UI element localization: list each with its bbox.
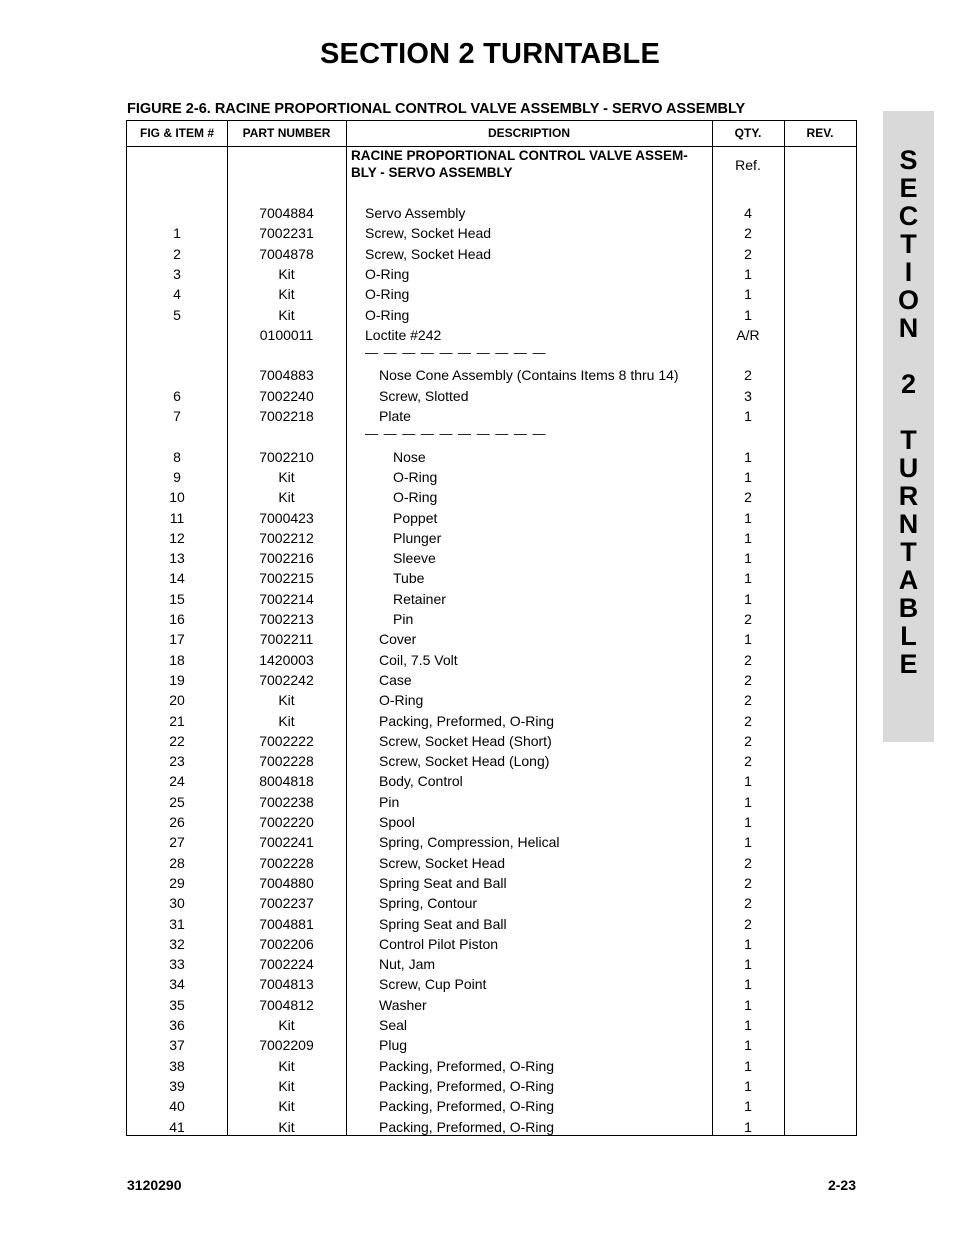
part-number-cell: 7002215 <box>259 570 314 587</box>
part-number-cell: 7002211 <box>259 631 314 648</box>
qty-cell: 1 <box>744 793 752 810</box>
side-tab-letter: I <box>904 257 913 287</box>
fig-item-cell: 5 <box>173 306 181 323</box>
qty-cell: 1 <box>744 1098 752 1115</box>
qty-cell: 4 <box>744 205 752 221</box>
part-number-cell: 7002228 <box>259 753 314 770</box>
fig-item-cell: 37 <box>169 1037 185 1054</box>
description-cell: Screw, Slotted <box>379 387 469 404</box>
description-cell: Plunger <box>393 529 442 546</box>
qty-cell: 2 <box>744 895 752 912</box>
side-tab-letter: N <box>898 313 919 343</box>
part-number-cell: 7002214 <box>259 590 314 607</box>
table-row <box>127 914 856 934</box>
part-number-cell: 8004818 <box>259 773 314 790</box>
header-qty: QTY. <box>734 126 762 140</box>
table-row <box>127 589 856 609</box>
qty-cell: 1 <box>744 834 752 851</box>
fig-item-cell: 13 <box>169 550 185 567</box>
description-cell: Sleeve <box>393 550 436 567</box>
part-number-cell: 7002231 <box>259 225 314 242</box>
fig-item-cell: 21 <box>169 712 185 729</box>
part-number-cell: Kit <box>278 1118 295 1135</box>
table-row <box>127 305 856 325</box>
description-cell: Body, Control <box>379 773 463 790</box>
qty-cell: 1 <box>744 1077 752 1094</box>
side-tab-letter: R <box>898 481 919 511</box>
qty-cell: 2 <box>744 854 752 871</box>
table-row <box>127 386 856 406</box>
part-number-cell: 7002216 <box>259 550 314 567</box>
side-tab-letter: T <box>900 537 917 567</box>
table-row <box>127 893 856 913</box>
description-cell: O-Ring <box>365 265 410 282</box>
table-row <box>127 629 856 649</box>
qty-cell: 1 <box>744 509 752 526</box>
description-cell: Packing, Preformed, O-Ring <box>379 1077 555 1094</box>
description-cell: Screw, Cup Point <box>379 976 487 993</box>
table-row <box>127 690 856 710</box>
fig-item-cell: 30 <box>169 895 185 912</box>
table-row <box>127 365 856 385</box>
header-description: DESCRIPTION <box>487 126 570 140</box>
table-row <box>127 995 856 1015</box>
qty-cell: A/R <box>736 326 760 343</box>
part-number-cell: Kit <box>278 468 295 485</box>
qty-cell: 2 <box>744 651 752 668</box>
part-number-cell: Kit <box>278 265 295 282</box>
table-row <box>127 934 856 954</box>
fig-item-cell: 15 <box>169 590 185 607</box>
description-cell: Loctite #242 <box>365 326 442 343</box>
description-cell: Pin <box>393 611 414 627</box>
table-row <box>127 203 856 223</box>
part-number-cell: 1420003 <box>259 651 314 668</box>
qty-cell: 2 <box>744 692 752 709</box>
qty-cell: 2 <box>744 712 752 729</box>
fig-item-cell: 38 <box>169 1057 185 1074</box>
table-row <box>127 244 856 264</box>
qty-cell: 2 <box>744 489 752 506</box>
side-tab-letter: C <box>898 201 919 231</box>
fig-item-cell: 20 <box>169 692 185 709</box>
part-number-cell: 7002222 <box>259 732 314 749</box>
fig-item-cell: 33 <box>169 956 185 973</box>
table-row <box>127 792 856 812</box>
table-row <box>127 284 856 304</box>
qty-cell: 1 <box>744 448 752 465</box>
description-cell: Plug <box>379 1037 408 1054</box>
side-tab-letter: T <box>900 229 917 259</box>
part-number-cell: 7002209 <box>259 1037 314 1054</box>
side-tab-letter: A <box>898 565 919 595</box>
table-row <box>127 609 856 629</box>
qty-cell: 1 <box>744 976 752 993</box>
description-cell: Spring, Compression, Helical <box>379 834 560 851</box>
table-row <box>127 853 856 873</box>
fig-item-cell: 12 <box>169 529 185 546</box>
fig-item-cell: 2 <box>173 245 181 262</box>
description-cell: Pin <box>379 793 400 810</box>
qty-cell: 1 <box>744 468 752 485</box>
qty-cell: 1 <box>744 306 752 323</box>
description-cell: Packing, Preformed, O-Ring <box>379 1118 555 1135</box>
table-row <box>127 325 856 345</box>
qty-cell: 1 <box>744 408 752 424</box>
table-row <box>127 873 856 893</box>
qty-cell: 1 <box>744 1057 752 1074</box>
table-row <box>127 751 856 771</box>
part-number-cell: Kit <box>278 1098 295 1115</box>
part-number-cell: 7004812 <box>259 996 314 1013</box>
description-cell: Screw, Socket Head (Short) <box>379 732 552 749</box>
fig-item-cell: 22 <box>169 732 185 749</box>
description-cell: Packing, Preformed, O-Ring <box>379 1057 555 1074</box>
side-tab-letter: B <box>898 593 919 623</box>
part-number-cell: Kit <box>278 306 295 323</box>
table-row <box>127 548 856 568</box>
table-row <box>127 771 856 791</box>
description-cell: Poppet <box>393 509 438 526</box>
part-number-cell: Kit <box>278 286 295 303</box>
table-row <box>127 264 856 284</box>
fig-item-cell: 16 <box>169 611 185 627</box>
side-tab-letter: E <box>899 649 918 679</box>
figure-title: FIGURE 2-6. RACINE PROPORTIONAL CONTROL VALVE ASSEMBLY - SERVO ASSEMBLY <box>127 101 746 117</box>
description-cell: O-Ring <box>365 286 410 303</box>
description-cell: Washer <box>379 996 427 1013</box>
table-row <box>127 670 856 690</box>
table-row <box>127 568 856 588</box>
side-tab-letter: L <box>900 621 917 651</box>
fig-item-cell: 10 <box>169 489 185 506</box>
table-row <box>127 508 856 528</box>
qty-cell: 1 <box>744 1118 752 1135</box>
fig-item-cell: 6 <box>173 387 181 404</box>
group-description: RACINE PROPORTIONAL CONTROL VALVE ASSEM- BLY - SERVO ASSEMBLY <box>351 148 688 180</box>
part-number-cell: Kit <box>278 1077 295 1094</box>
fig-item-cell: 18 <box>169 651 185 668</box>
qty-cell: 1 <box>744 550 752 567</box>
table-row <box>127 731 856 751</box>
part-number-cell: 7002228 <box>259 854 314 871</box>
description-cell: O-Ring <box>393 489 438 506</box>
fig-item-cell: 39 <box>169 1077 185 1094</box>
description-cell: Cover <box>379 631 417 648</box>
side-tab-letter: T <box>900 425 917 455</box>
qty-cell: 1 <box>744 956 752 973</box>
description-cell: Spring Seat and Ball <box>379 915 507 932</box>
table-row <box>127 812 856 832</box>
description-cell: Screw, Socket Head (Long) <box>379 753 550 770</box>
part-number-cell: 7004813 <box>259 976 314 993</box>
side-tab-letter: 2 <box>900 369 917 399</box>
table-row <box>127 528 856 548</box>
qty-cell: 1 <box>744 570 752 587</box>
part-number-cell: 7004884 <box>259 205 314 221</box>
part-number-cell: 7002218 <box>259 408 314 424</box>
part-number-cell: 7002224 <box>259 956 314 973</box>
part-number-cell: 7002212 <box>259 529 314 546</box>
description-cell: O-Ring <box>365 306 410 323</box>
fig-item-cell: 31 <box>169 915 185 932</box>
qty-cell: 1 <box>744 1037 752 1054</box>
description-cell: Control Pilot Piston <box>379 935 499 952</box>
description-cell: Nut, Jam <box>379 956 436 973</box>
fig-item-cell: 40 <box>169 1098 185 1115</box>
part-number-cell: Kit <box>278 1017 295 1033</box>
table-row <box>127 406 856 426</box>
side-tab-letter: E <box>899 173 918 203</box>
fig-item-cell: 23 <box>169 753 185 770</box>
qty-cell: 1 <box>744 935 752 952</box>
qty-cell: 1 <box>744 631 752 648</box>
qty-cell: 2 <box>744 732 752 749</box>
description-cell: O-Ring <box>379 692 424 709</box>
part-number-cell: Kit <box>278 692 295 709</box>
part-number-cell: 7004883 <box>259 367 314 384</box>
table-row <box>127 1035 856 1055</box>
description-cell: Seal <box>379 1017 408 1033</box>
parts-table <box>126 120 857 1136</box>
table-row <box>127 223 856 243</box>
description-cell: Screw, Socket Head <box>379 854 506 871</box>
part-number-cell: 7004880 <box>259 874 314 891</box>
description-cell: Spring, Contour <box>379 895 478 912</box>
part-number-cell: Kit <box>278 1057 295 1074</box>
group-qty: Ref. <box>735 157 761 173</box>
fig-item-cell: 29 <box>169 874 185 891</box>
part-number-cell: 7002220 <box>259 814 314 830</box>
description-cell: Packing, Preformed, O-Ring <box>379 712 555 729</box>
fig-item-cell: 4 <box>173 286 181 303</box>
qty-cell: 2 <box>744 671 752 688</box>
qty-cell: 2 <box>744 367 752 384</box>
qty-cell: 2 <box>744 753 752 770</box>
section-side-tab <box>883 111 934 742</box>
part-number-cell: 7004878 <box>259 245 314 262</box>
side-tab-letter: N <box>898 509 919 539</box>
description-cell: Packing, Preformed, O-Ring <box>379 1098 555 1115</box>
table-row <box>127 650 856 670</box>
description-cell: Coil, 7.5 Volt <box>379 651 458 668</box>
side-tab-letter: S <box>899 145 918 175</box>
side-tab-letter: U <box>898 453 919 483</box>
description-cell: Spool <box>379 814 415 830</box>
qty-cell: 2 <box>744 245 752 262</box>
qty-cell: 1 <box>744 773 752 790</box>
part-number-cell: 0100011 <box>259 326 314 343</box>
header-part-number: PART NUMBER <box>242 126 331 140</box>
description-cell: Screw, Socket Head <box>365 225 492 242</box>
qty-cell: 2 <box>744 915 752 932</box>
qty-cell: 2 <box>744 611 752 627</box>
fig-item-cell: 36 <box>169 1017 185 1033</box>
description-cell: Nose Cone Assembly (Contains Items 8 thru 14) <box>379 367 679 384</box>
table-row <box>127 954 856 974</box>
description-cell: Plate <box>379 408 411 424</box>
fig-item-cell: 35 <box>169 996 185 1013</box>
description-cell: Servo Assembly <box>365 205 466 221</box>
fig-item-cell: 41 <box>169 1118 185 1135</box>
part-number-cell: 7002210 <box>259 448 314 465</box>
table-row <box>127 832 856 852</box>
qty-cell: 1 <box>744 996 752 1013</box>
table-row <box>127 447 856 467</box>
part-number-cell: 7002240 <box>259 387 314 404</box>
table-header <box>127 121 856 147</box>
description-cell: O-Ring <box>393 468 438 485</box>
fig-item-cell: 26 <box>169 814 185 830</box>
fig-item-cell: 27 <box>169 834 185 851</box>
fig-item-cell: 32 <box>169 935 185 952</box>
fig-item-cell: 34 <box>169 976 185 993</box>
fig-item-cell: 7 <box>173 408 181 424</box>
table-row <box>127 1076 856 1096</box>
table-row <box>127 487 856 507</box>
fig-item-cell: 1 <box>173 225 181 242</box>
part-number-cell: 7004881 <box>259 915 314 932</box>
description-cell: Screw, Socket Head <box>365 245 492 262</box>
qty-cell: 1 <box>744 590 752 607</box>
description-cell: Nose <box>393 448 426 465</box>
fig-item-cell: 19 <box>169 671 185 688</box>
qty-cell: 1 <box>744 1017 752 1033</box>
fig-item-cell: 9 <box>173 468 181 485</box>
qty-cell: 2 <box>744 225 752 242</box>
qty-cell: 1 <box>744 265 752 282</box>
table-row <box>127 467 856 487</box>
part-number-cell: 7000423 <box>259 509 314 526</box>
fig-item-cell: 8 <box>173 448 181 465</box>
doc-number: 3120290 <box>127 1177 182 1193</box>
fig-item-cell: 17 <box>169 631 185 648</box>
fig-item-cell: 25 <box>169 793 185 810</box>
fig-item-cell: 11 <box>169 509 185 526</box>
qty-cell: 1 <box>744 286 752 303</box>
part-number-cell: 7002238 <box>259 793 314 810</box>
description-cell: Case <box>379 671 412 688</box>
qty-cell: 1 <box>744 529 752 546</box>
qty-cell: 3 <box>744 387 752 404</box>
description-cell: Tube <box>393 570 425 587</box>
part-number-cell: 7002206 <box>259 935 314 952</box>
fig-item-cell: 24 <box>169 773 185 790</box>
header-rev: REV. <box>806 126 834 140</box>
page-number: 2-23 <box>827 1177 856 1193</box>
table-row <box>127 711 856 731</box>
side-tab-letter: O <box>897 285 919 315</box>
part-number-cell: 7002213 <box>259 611 314 627</box>
table-row <box>127 974 856 994</box>
table-row <box>127 1056 856 1076</box>
part-number-cell: 7002237 <box>259 895 314 912</box>
fig-item-cell: 28 <box>169 854 185 871</box>
section-separator: — — — — — — — — — — <box>365 426 547 442</box>
fig-item-cell: 14 <box>169 570 185 587</box>
description-cell: Retainer <box>393 590 446 607</box>
part-number-cell: 7002241 <box>259 834 314 851</box>
page-title: SECTION 2 TURNTABLE <box>320 38 660 70</box>
header-fig-item: FIG & ITEM # <box>139 126 214 140</box>
qty-cell: 1 <box>744 814 752 830</box>
part-number-cell: 7002242 <box>259 671 314 688</box>
part-number-cell: Kit <box>278 712 295 729</box>
table-row <box>127 1117 856 1137</box>
description-cell: Spring Seat and Ball <box>379 874 507 891</box>
table-row <box>127 1096 856 1116</box>
part-number-cell: Kit <box>278 489 295 506</box>
qty-cell: 2 <box>744 874 752 891</box>
table-row <box>127 1015 856 1035</box>
section-separator: — — — — — — — — — — <box>365 345 547 361</box>
fig-item-cell: 3 <box>173 265 181 282</box>
